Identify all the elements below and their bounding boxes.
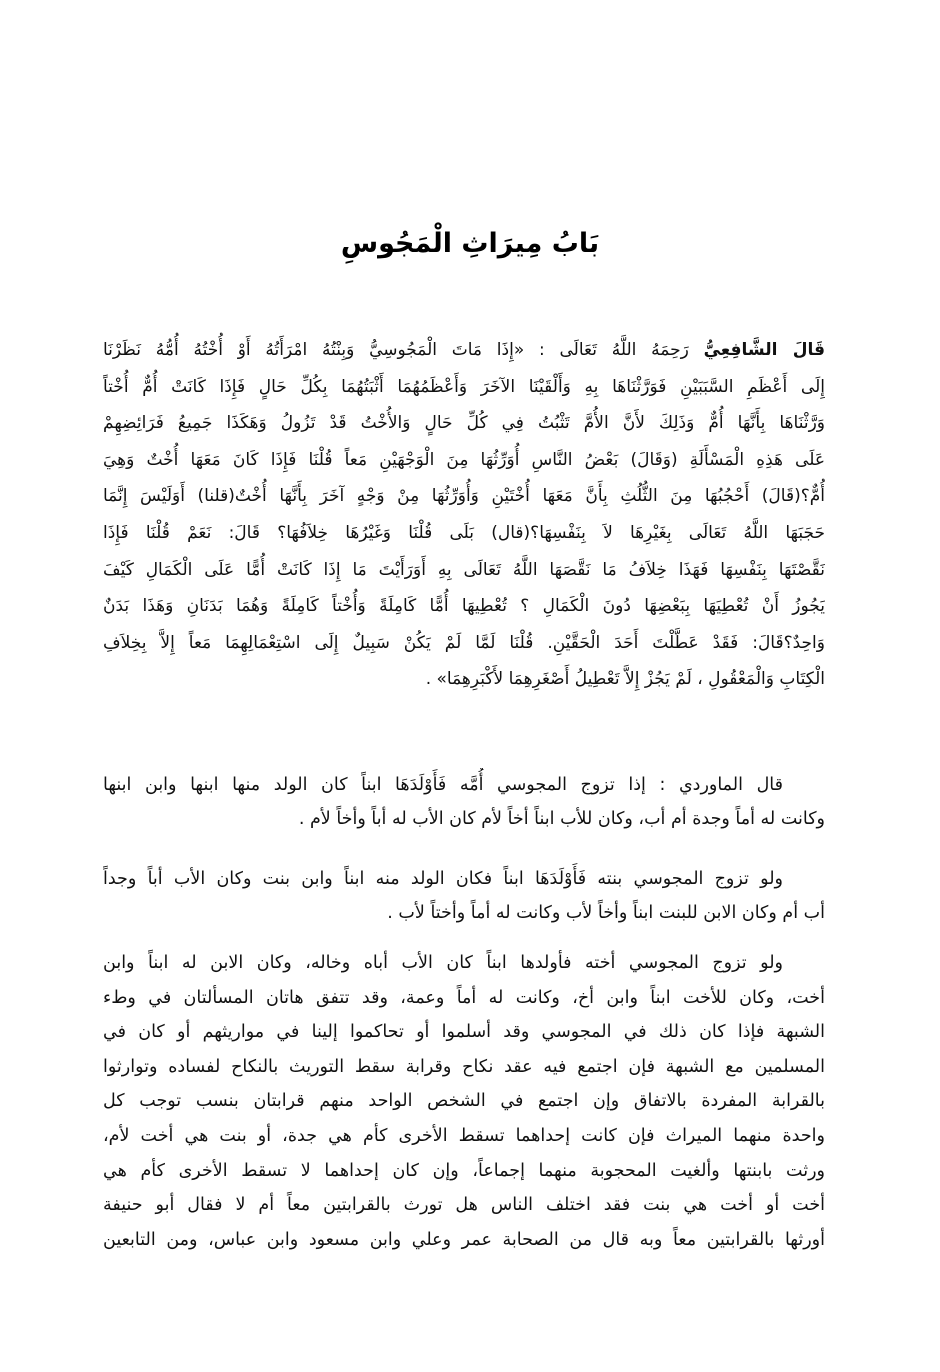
quote-line: نَقَّصْتَهَا بِنَفْسِهَا فَهَذَا خِلاَفُ مَا نَقَّصَهَا اللَّهُ تَعَالَى بِهِ أَوَرَأَيْتَ مَا إِذَا كَانَتْ أُمًّا عَلَى الْكَمَالِ كَيْفَ (103, 559, 825, 580)
paragraph-line: أخت، وكان للأخت ابناً وابن أخ، وكانت له أماً وعمة، وقد تتفق هاتان المسألتان في وطء (103, 987, 825, 1008)
quote-line: وَرَّثْنَاهَا بِأَنَّهَا أُمٌّ وَذَلِكَ لأَنَّ الأُمَّ تَثْبُتُ فِي كُلِّ حَالٍ وَالأُخْتُ قَدْ تَزُولُ وَهَكَذَا جَمِيعُ فَرَائِضِهِمْ (103, 413, 825, 434)
paragraph-line: المسلمين مع الشبهة فإن اجتمع فيه عقد نكاح وقرابة سقط التوريث بالنكاح لفساده وتوارثوا (103, 1056, 825, 1077)
commentary-paragraph-2 (103, 862, 825, 930)
commentary-paragraph-3 (103, 946, 825, 1257)
quote-line: يَجُوزُ أَنْ تُعْطِيَهَا بِبَعْضِهَا دُونَ الْكَمَالِ ؟ تُعْطِيهَا أُمًّا كَامِلَةً وَأُخْتاً كَامِلَةً وَهُمَا بَدَنَانِ وَهَذَا بَدَنٌ (103, 596, 825, 617)
paragraph-line: ولو تزوج المجوسي أخته فأولدها ابناً كان الأب أباه وخاله، وكان الابن له ابناً وابن (103, 953, 783, 973)
paragraph-line: بالقرابة المفردة بالاتفاق وإن اجتمع في الشخص الواحد منهم قرابتان بنسب توجب كل (103, 1091, 825, 1112)
quote-speaker: قَالَ الشَّافِعِيُّ (703, 340, 825, 360)
quote-line: حَجَبَهَا اللَّهُ تَعَالَى بِغَيْرِهَا لاَ بِنَفْسِهَا؟(قال) بَلَى قُلْنَا وَغَيْرُهَا خِلاَفُهَا؟ قَالَ: نَعَمْ قُلْنَا فَإِذَا (103, 522, 825, 543)
paragraph-line: الشبهة فإذا كان ذلك في المجوسي وقد أسلموا أو تحاكموا إلينا في مواريثهم أو كان في (103, 1022, 825, 1043)
paragraph-line: قال الماوردي : إذا تزوج المجوسي أُمَّه فَأَوْلَدَهَا ابناً كان الولد منها ابنها وابن ابنها (103, 775, 783, 795)
quote-line: قَالَ الشَّافِعِيُّ رَحِمَهُ اللَّهُ تَعَالَى : «إِذَا مَاتَ الْمَجُوسِيُّ وَبِنْتُهُ امْرَأَتُهُ أَوْ أُخْتُهُ أُمُّهُ نَظَرْنَا (103, 340, 825, 360)
paragraph-line: وكانت له أماً وجدة أم أب، وكان للأب ابناً أخاً لأم كان الأب له أباً وأخاً لأم . (298, 809, 825, 829)
paragraph-line: ورثت بابنتها وألغيت المحجوبة منهما إجماعاً، وإن كان إحداهما لا تسقط الأخرى كأم هي (103, 1160, 825, 1181)
paragraph-line: أخت أو أخت هي بنت فقد اختلف الناس هل تورث بالقرابتين معاً أم لا فقال أبو حنيفة (103, 1195, 825, 1216)
chapter-title: بَابُ مِيرَاثِ الْمَجُوسِ (340, 228, 600, 259)
shafii-quote-block (103, 332, 825, 698)
paragraph-line: أورثها بالقرابتين معاً وبه قال من الصحابة عمر وعلي وابن مسعود وابن عباس، ومن التابعين (103, 1229, 825, 1250)
quote-line: إِلَى أَعْظَمِ السَّبَبَيْنِ فَوَرَّثْنَاهَا بِهِ وَأَلْقَيْنَا الآخَرَ وَأَعْظَمُهُمَا أَثْبَتُهُمَا بِكُلِّ حَالٍ فَإِذَا كَانَتْ أُمٌّ أُخْتاً (103, 376, 825, 397)
quote-line: أُمٌّ؟(قَالَ) أَحْجُبُهَا مِنَ الثُّلُثِ بِأَنَّ مَعَهَا أُخْتَيْنِ وَأُوَرِّثُهَا مِنْ وَجْهٍ آخَرَ بِأَنَّهَا أُخْتٌ(قلنا) أَوَلَيْسَ إِنَّمَا (103, 486, 825, 507)
commentary-paragraph-1 (103, 768, 825, 836)
quote-line: عَلَى هَذِهِ الْمَسْأَلَةِ (وَقَالَ) بَعْضُ النَّاسِ أُوَرِّثُهَا مِنَ الْوَجْهَيْنِ مَعاً قُلْنَا فَإِذَا كَانَ مَعَهَا أُخْتٌ وَهِيَ (103, 449, 825, 470)
paragraph-line: ولو تزوج المجوسي بنته فَأَوْلَدَهَا ابناً فكان الولد منه ابناً وابن بنت وكان الأب أباً وجداً (103, 869, 783, 889)
quote-line: وَاحِدٌ؟قَالَ: فَقَدْ عَطَّلْتَ أَحَدَ الْحَقَّيْنِ. قُلْنَا لَمَّا لَمْ يَكُنْ سَبِيلٌ إِلَى اسْتِعْمَالِهِمَا مَعاً إِلاَّ بِخِلاَفِ (103, 632, 825, 653)
quote-line: الْكِتَابِ وَالْمَعْقُولِ ، لَمْ يَجُزْ إِلاَّ تَعْطِيلُ أَصْغَرِهِمَا لأَكْبَرِهِمَا» . (425, 669, 825, 690)
paragraph-line: أب أم وكان الابن للبنت ابناً وأخاً لأب وكانت له أماً وأختاً لأب . (387, 903, 825, 923)
paragraph-line: واحدة منهما الميراث فإن كانت إحداهما تسقط الأخرى كأم هي جدة، أو بنت هي أخت لأم، (103, 1125, 825, 1146)
